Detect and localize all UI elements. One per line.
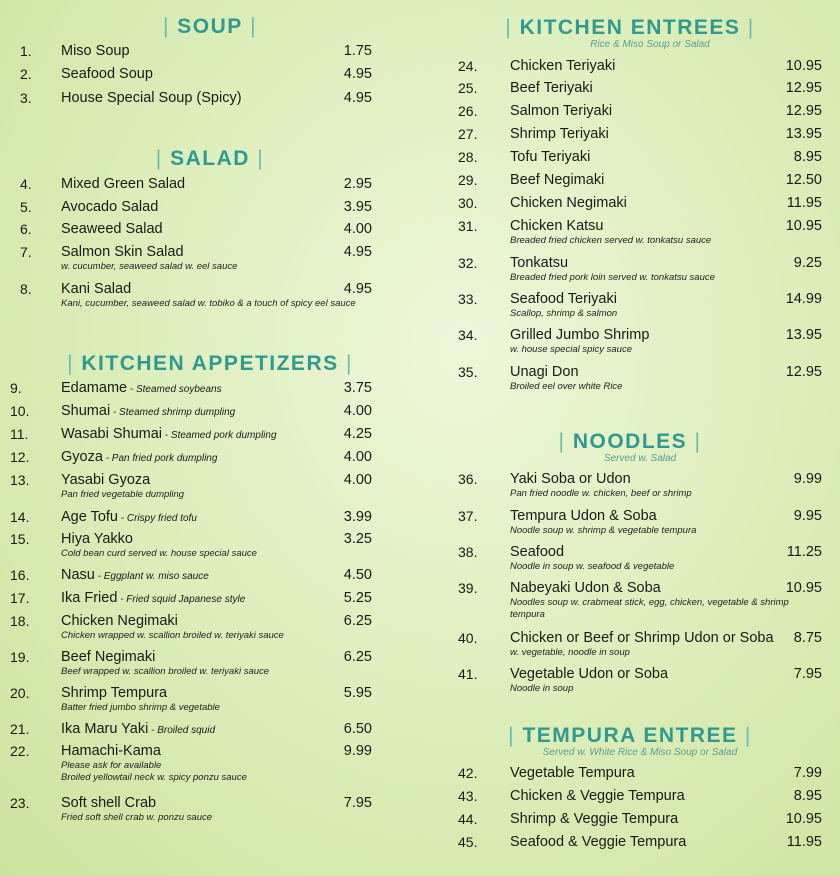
item-price: 10.95 [785, 218, 822, 234]
item-description: Chicken wrapped w. scallion broiled w. teriyaki sauce [61, 630, 284, 641]
item-name-wrap [510, 811, 678, 827]
item-name-wrap [61, 743, 161, 759]
item-price: 4.95 [343, 281, 372, 297]
item-number: 19. [10, 649, 30, 665]
item-number: 30. [458, 195, 478, 211]
item-number: 13. [10, 472, 30, 488]
item-name: Beef Negimaki [61, 649, 156, 665]
item-number: 40. [458, 630, 478, 646]
item-price: 12.50 [785, 172, 822, 188]
item-name: Edamame [61, 380, 128, 396]
item-price: 4.95 [343, 244, 372, 260]
item-price: 12.95 [785, 80, 822, 96]
item-name: Grilled Jumbo Shrimp [510, 327, 650, 343]
item-number: 1. [20, 43, 32, 59]
item-name: Gyoza [61, 449, 103, 465]
item-name: Mixed Green Salad [61, 176, 186, 192]
item-price: 3.75 [343, 380, 372, 396]
item-number: 35. [458, 364, 478, 380]
item-inline-description: - Steamed soybeans [127, 384, 222, 395]
item-name: Shrimp & Veggie Tempura [510, 811, 679, 827]
item-inline-description: - Steamed shrimp dumpling [110, 407, 236, 418]
item-number: 7. [20, 244, 32, 260]
item-name-wrap [61, 176, 185, 192]
item-name-wrap [61, 509, 197, 525]
item-number: 16. [10, 567, 30, 583]
soup-section-title: | SOUP | [162, 15, 258, 38]
item-name: Beef Teriyaki [510, 80, 593, 96]
item-name: Tofu Teriyaki [510, 149, 591, 165]
item-price: 8.95 [793, 788, 822, 804]
item-price: 3.95 [343, 199, 372, 215]
item-name: Shrimp Tempura [61, 685, 168, 701]
item-name-wrap [61, 449, 217, 465]
item-price: 14.99 [785, 291, 822, 307]
item-price: 4.00 [343, 403, 372, 419]
item-description-line2: tempura [510, 609, 545, 620]
item-name: Avocado Salad [61, 199, 159, 215]
item-name-wrap [61, 380, 222, 396]
item-price: 10.95 [785, 58, 822, 74]
item-name-wrap [61, 90, 242, 106]
item-number: 3. [20, 90, 32, 106]
item-name-wrap [510, 788, 685, 804]
item-name-wrap [61, 613, 178, 629]
item-name: Chicken Negimaki [510, 195, 627, 211]
item-price: 10.95 [785, 811, 822, 827]
item-name-wrap [510, 666, 668, 682]
item-name: Hamachi-Kama [61, 743, 161, 759]
item-description: Broiled eel over white Rice [510, 381, 623, 392]
item-number: 24. [458, 58, 478, 74]
item-price: 9.95 [793, 508, 822, 524]
item-name: Tonkatsu [510, 255, 569, 271]
item-number: 28. [458, 149, 478, 165]
item-price: 3.25 [343, 531, 372, 547]
item-description: Fried soft shell crab w. ponzu sauce [61, 812, 213, 823]
item-name-wrap [510, 172, 604, 188]
item-number: 31. [458, 218, 478, 234]
item-description: Scallop, shrimp & salmon [510, 308, 618, 319]
item-name: Chicken Teriyaki [510, 58, 616, 74]
item-name-wrap [61, 795, 156, 811]
item-description: Noodle in soup w. seafood & vegetable [510, 561, 675, 572]
item-description: w. house special spicy sauce [510, 344, 632, 355]
item-description: Please ask for available [61, 760, 162, 771]
item-number: 27. [458, 126, 478, 142]
item-number: 38. [458, 544, 478, 560]
item-number: 21. [10, 721, 30, 737]
item-name-wrap [510, 255, 568, 271]
item-name-wrap [61, 66, 153, 82]
item-price: 4.95 [343, 90, 372, 106]
item-name: Ika Maru Yaki [61, 721, 149, 737]
item-number: 17. [10, 590, 30, 606]
noodles-subtitle: Served w. Salad [603, 453, 677, 464]
item-name-wrap [510, 291, 617, 307]
item-price: 12.95 [785, 103, 822, 119]
item-price: 9.99 [793, 471, 822, 487]
item-name: Seaweed Salad [61, 221, 163, 237]
item-number: 43. [458, 788, 478, 804]
item-name: Beef Negimaki [510, 172, 605, 188]
item-number: 44. [458, 811, 478, 827]
appetizers-section-title: | KITCHEN APPETIZERS | [67, 352, 353, 375]
item-price: 7.99 [793, 765, 822, 781]
item-name: Chicken Negimaki [61, 613, 178, 629]
item-price: 7.95 [343, 795, 372, 811]
item-number: 15. [10, 531, 30, 547]
item-number: 8. [20, 281, 32, 297]
item-number: 18. [10, 613, 30, 629]
item-number: 11. [10, 426, 29, 442]
item-name-wrap [510, 364, 579, 380]
item-name-wrap [61, 721, 215, 737]
item-price: 6.25 [343, 649, 372, 665]
item-number: 36. [458, 471, 478, 487]
item-name: Chicken or Beef or Shrimp Udon or Soba [510, 630, 774, 646]
item-price: 3.99 [343, 509, 372, 525]
item-price: 8.95 [793, 149, 822, 165]
item-name-wrap [61, 685, 167, 701]
item-name: Nasu [61, 567, 95, 583]
item-price: 4.50 [343, 567, 372, 583]
item-number: 29. [458, 172, 478, 188]
item-name-wrap [510, 149, 590, 165]
item-description-line2: Broiled yellowtail neck w. spicy ponzu sauce [61, 772, 247, 783]
item-name-wrap [510, 834, 686, 850]
item-name-wrap [61, 403, 235, 419]
item-price: 4.00 [343, 449, 372, 465]
item-name-wrap [510, 80, 593, 96]
item-name-wrap [510, 58, 615, 74]
item-description: Batter fried jumbo shrimp & vegetable [61, 702, 220, 713]
item-number: 42. [458, 765, 478, 781]
item-number: 37. [458, 508, 478, 524]
item-price: 9.99 [343, 743, 372, 759]
item-name-wrap [61, 221, 163, 237]
item-price: 9.25 [793, 255, 822, 271]
item-description: w. vegetable, noodle in soup [510, 647, 630, 658]
item-name-wrap [61, 590, 245, 606]
item-name-wrap [61, 281, 131, 297]
item-name-wrap [61, 244, 184, 260]
item-name: Chicken & Veggie Tempura [510, 788, 685, 804]
item-name: Kani Salad [61, 281, 132, 297]
item-price: 7.95 [793, 666, 822, 682]
item-name-wrap [510, 630, 774, 646]
item-description: Cold bean curd served w. house special sauce [61, 548, 257, 559]
item-price: 11.95 [786, 834, 822, 850]
item-name-wrap [61, 43, 130, 59]
tempura-subtitle: Served w. White Rice & Miso Soup or Salad [542, 747, 738, 758]
item-description: Noodle soup w. shrimp & vegetable tempura [510, 525, 697, 536]
item-name: Yasabi Gyoza [61, 472, 151, 488]
noodles-section-title: | NOODLES | [558, 430, 702, 453]
item-number: 39. [458, 580, 478, 596]
item-number: 33. [458, 291, 478, 307]
item-inline-description: - Pan fried pork dumpling [102, 453, 218, 464]
item-inline-description: - Steamed pork dumpling [162, 430, 277, 441]
item-name: Hiya Yakko [61, 531, 133, 547]
item-name-wrap [61, 472, 150, 488]
item-name: Yaki Soba or Udon [510, 471, 631, 487]
item-number: 25. [458, 80, 478, 96]
item-price: 4.00 [343, 221, 372, 237]
item-description: w. cucumber, seaweed salad w. eel sauce [61, 261, 238, 272]
item-number: 4. [20, 176, 32, 192]
item-inline-description: - Crispy fried tofu [117, 513, 197, 524]
item-inline-description: - Fried squid Japanese style [117, 594, 246, 605]
item-name: Tempura Udon & Soba [510, 508, 657, 524]
item-price: 12.95 [785, 364, 822, 380]
item-name: Age Tofu [61, 509, 118, 525]
tempura-section-title: | TEMPURA ENTREE | [508, 724, 752, 747]
item-name-wrap [510, 103, 612, 119]
item-name: Chicken Katsu [510, 218, 604, 234]
item-name: Vegetable Udon or Soba [510, 666, 669, 682]
entrees-subtitle: Rice & Miso Soup or Salad [590, 39, 710, 50]
item-number: 32. [458, 255, 478, 271]
item-number: 41. [458, 666, 478, 682]
item-name: Salmon Skin Salad [61, 244, 184, 260]
item-number: 22. [10, 743, 30, 759]
item-name-wrap [61, 531, 133, 547]
item-number: 12. [10, 449, 30, 465]
item-price: 6.25 [343, 613, 372, 629]
entrees-section-title: | KITCHEN ENTREES | [505, 16, 755, 39]
salad-section-title: | SALAD | [155, 147, 265, 170]
item-name-wrap [510, 471, 631, 487]
item-name-wrap [510, 508, 657, 524]
item-number: 5. [20, 199, 32, 215]
item-description: Noodle in soup [510, 683, 574, 694]
item-description: Breaded fried pork loin served w. tonkatsu sauce [510, 272, 715, 283]
item-price: 13.95 [785, 327, 822, 343]
item-description: Breaded fried chicken served w. tonkatsu sauce [510, 235, 712, 246]
item-name-wrap [61, 199, 158, 215]
item-name: Seafood Soup [61, 66, 153, 82]
item-name-wrap [61, 426, 277, 442]
item-number: 9. [10, 380, 22, 396]
item-name: Seafood Teriyaki [510, 291, 617, 307]
item-name: Ika Fried [61, 590, 118, 606]
item-price: 5.25 [343, 590, 372, 606]
item-name-wrap [510, 218, 604, 234]
item-price: 4.00 [343, 472, 372, 488]
item-name-wrap [510, 765, 635, 781]
item-number: 23. [10, 795, 30, 811]
item-description: Beef wrapped w. scallion broiled w. teriyaki sauce [61, 666, 270, 677]
item-name: Wasabi Shumai [61, 426, 163, 442]
item-number: 20. [10, 685, 30, 701]
item-name: Unagi Don [510, 364, 579, 380]
item-name: Shrimp Teriyaki [510, 126, 609, 142]
item-name: Nabeyaki Udon & Soba [510, 580, 661, 596]
item-name: Miso Soup [61, 43, 130, 59]
item-price: 11.95 [786, 195, 822, 211]
item-number: 14. [10, 509, 30, 525]
item-price: 4.95 [343, 66, 372, 82]
item-number: 2. [20, 66, 32, 82]
item-name-wrap [510, 327, 649, 343]
item-name-wrap [510, 580, 661, 596]
item-price: 11.25 [786, 544, 822, 560]
item-number: 26. [458, 103, 478, 119]
item-number: 10. [10, 403, 30, 419]
item-name: Shumai [61, 403, 111, 419]
item-name: Soft shell Crab [61, 795, 157, 811]
item-price: 1.75 [343, 43, 372, 59]
item-name-wrap [510, 195, 627, 211]
item-price: 10.95 [785, 580, 822, 596]
item-inline-description: - Broiled squid [148, 725, 216, 736]
item-description: Pan fried vegetable dumpling [61, 489, 185, 500]
item-description: Noodles soup w. crabmeat stick, egg, chicken, vegetable & shrimp [510, 597, 789, 608]
item-description: Kani, cucumber, seaweed salad w. tobiko & a touch of spicy eel sauce [61, 298, 356, 309]
item-name: Vegetable Tempura [510, 765, 635, 781]
item-price: 2.95 [343, 176, 372, 192]
item-name-wrap [510, 544, 564, 560]
item-name: Seafood & Veggie Tempura [510, 834, 687, 850]
item-name-wrap [510, 126, 609, 142]
item-name-wrap [61, 567, 209, 583]
item-price: 13.95 [785, 126, 822, 142]
item-price: 4.25 [343, 426, 372, 442]
item-inline-description: - Eggplant w. miso sauce [94, 571, 209, 582]
item-price: 5.95 [343, 685, 372, 701]
item-number: 34. [458, 327, 478, 343]
item-price: 6.50 [343, 721, 372, 737]
item-number: 45. [458, 834, 478, 850]
item-name: Salmon Teriyaki [510, 103, 613, 119]
item-name-wrap [61, 649, 155, 665]
item-price: 8.75 [793, 630, 822, 646]
item-name: Seafood [510, 544, 565, 560]
item-number: 6. [20, 221, 32, 237]
item-name: House Special Soup (Spicy) [61, 90, 242, 106]
item-description: Pan fried noodle w. chicken, beef or shrimp [510, 488, 692, 499]
